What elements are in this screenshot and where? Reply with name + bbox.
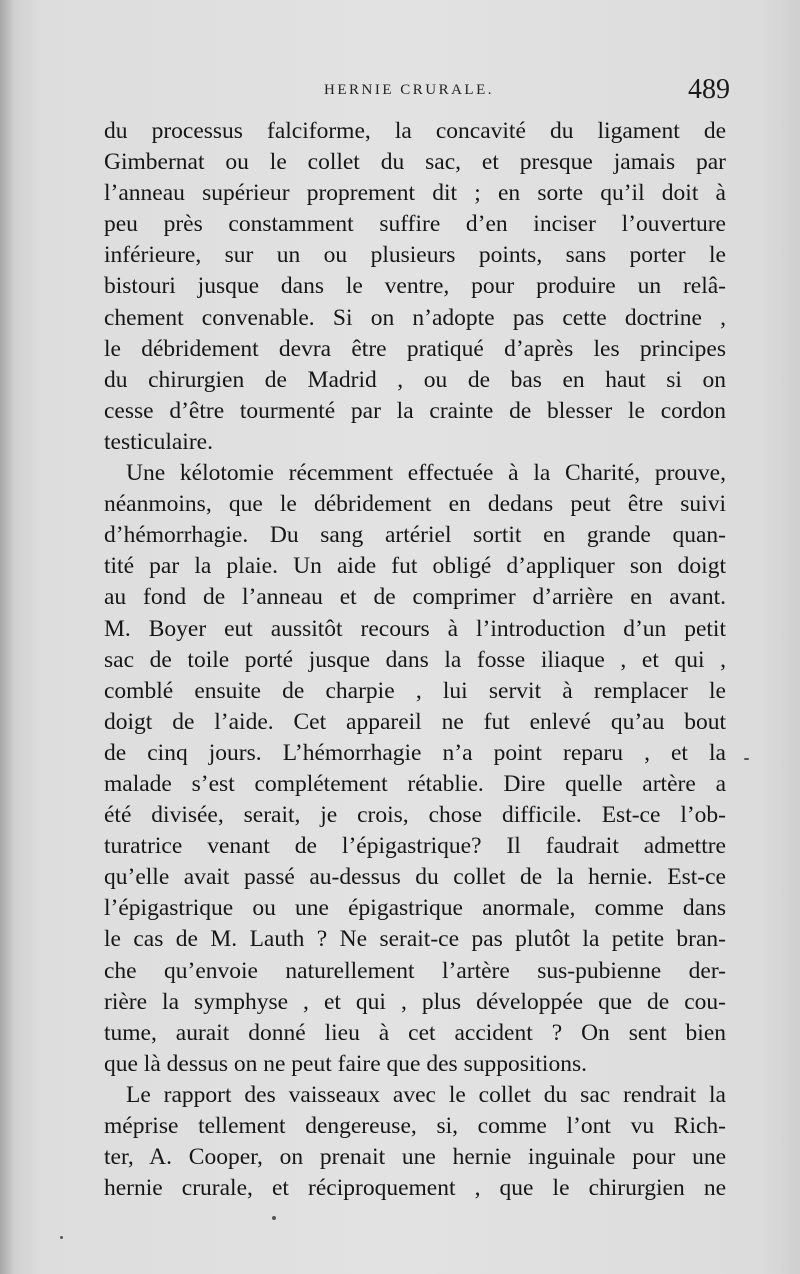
text-line: le cas de M. Lauth ? Ne serait-ce pas plutôt la petite bran- — [104, 926, 726, 953]
ink-speck — [60, 1236, 63, 1239]
text-line: été divisée, serait, je crois, chose difficile. Est-ce l’ob- — [104, 802, 726, 829]
text-line: néanmoins, que le débridement en dedans peut être suivi — [104, 491, 726, 518]
text-line: testiculaire. — [104, 428, 213, 455]
spine-shadow — [0, 0, 14, 1274]
text-line: sac de toile porté jusque dans la fosse iliaque , et qui , — [104, 646, 726, 673]
text-line: de cinq jours. L’hémorrhagie n’a point reparu , et la — [104, 739, 726, 766]
page-number: 489 — [688, 74, 730, 105]
text-line: inférieure, sur un ou plusieurs points, sans porter le — [104, 242, 726, 269]
text-line: l’anneau supérieur proprement dit ; en sorte qu’il doit à — [104, 180, 726, 207]
text-line: que là dessus on ne peut faire que des suppositions. — [104, 1050, 587, 1077]
text-line: l’épigastrique ou une épigastrique anormale, comme dans — [104, 895, 726, 922]
text-line: tume, aurait donné lieu à cet accident ? On sent bien — [104, 1019, 726, 1046]
text-line: hernie crurale, et réciproquement , que le chirurgien ne — [104, 1175, 726, 1202]
text-line: malade s’est complétement rétablie. Dire quelle artère a — [104, 770, 726, 797]
page-header — [100, 74, 730, 114]
text-line: chement convenable. Si on n’adopte pas cette doctrine , — [104, 304, 726, 331]
ink-speck — [744, 758, 749, 760]
text-line: peu près constamment suffire d’en inciser l’ouverture — [104, 211, 726, 238]
text-line: du processus falciforme, la concavité du ligament de — [104, 118, 726, 144]
body-text — [104, 116, 726, 1204]
text-line: qu’elle avait passé au-dessus du collet de la hernie. Est-ce — [104, 864, 726, 891]
paragraph-start-line: Le rapport des vaisseaux avec le collet du sac rendrait la — [126, 1081, 726, 1108]
text-line: cesse d’être tourmenté par la crainte de blesser le cordon — [104, 397, 726, 424]
text-line: rière la symphyse , et qui , plus développée que de cou- — [104, 988, 726, 1015]
text-line: le débridement devra être pratiqué d’après les principes — [104, 335, 726, 362]
text-line: méprise tellement dengereuse, si, comme l’ont vu Rich- — [104, 1113, 726, 1139]
text-line: tité par la plaie. Un aide fut obligé d’appliquer son doigt — [104, 553, 726, 580]
text-line: Gimbernat ou le collet du sac, et presque jamais par — [104, 149, 726, 176]
text-line: bistouri jusque dans le ventre, pour produire un relâ- — [104, 273, 726, 300]
text-line: d’hémorrhagie. Du sang artériel sortit en grande quan- — [104, 522, 726, 549]
text-line: che qu’envoie naturellement l’artère sus-pubienne der- — [104, 957, 726, 984]
ink-speck — [272, 1216, 276, 1220]
text-line: au fond de l’anneau et de comprimer d’arrière en avant. — [104, 584, 726, 611]
text-line: doigt de l’aide. Cet appareil ne fut enlevé qu’au bout — [104, 708, 726, 735]
running-title: HERNIE CRURALE. — [324, 82, 494, 98]
text-line: du chirurgien de Madrid , ou de bas en haut si on — [104, 366, 726, 393]
text-line: ter, A. Cooper, on prenait une hernie inguinale pour une — [104, 1144, 726, 1171]
text-line: turatrice venant de l’épigastrique? Il faudrait admettre — [104, 833, 726, 860]
text-line: M. Boyer eut aussitôt recours à l’introduction d’un petit — [104, 615, 726, 642]
text-line: comblé ensuite de charpie , lui servit à remplacer le — [104, 677, 726, 704]
paragraph-start-line: Une kélotomie récemment effectuée à la Charité, prouve, — [126, 460, 726, 487]
